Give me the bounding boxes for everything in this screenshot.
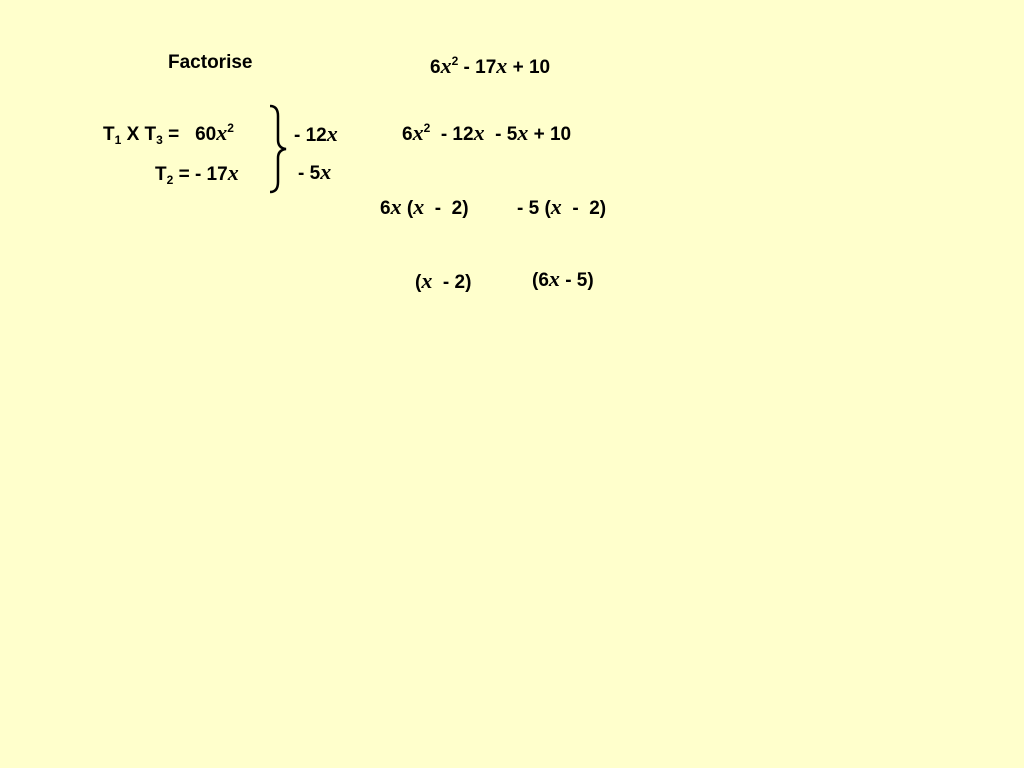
sum-line: $T_2$ = - 17x: [155, 160, 239, 187]
expr-a: 6: [430, 57, 441, 78]
pair-first: - 12x: [294, 121, 338, 146]
group-left: 6x (x - 2): [380, 194, 469, 219]
split-expression: $6x^2 - 12x - 5x + 10$: [402, 120, 572, 145]
expression: $6x^2 - 17x + 10$: [430, 53, 551, 78]
pair-second: - 5x: [298, 159, 332, 184]
answer-left: (x - 2): [415, 268, 472, 293]
group-right: - 5 (x - 2): [517, 194, 607, 219]
brace: [266, 104, 288, 194]
title: Factorise: [168, 52, 253, 73]
product-line: $T_1$ X $T_3$ = $60x^2$: [103, 120, 234, 147]
answer-right: (6x - 5): [532, 266, 594, 291]
